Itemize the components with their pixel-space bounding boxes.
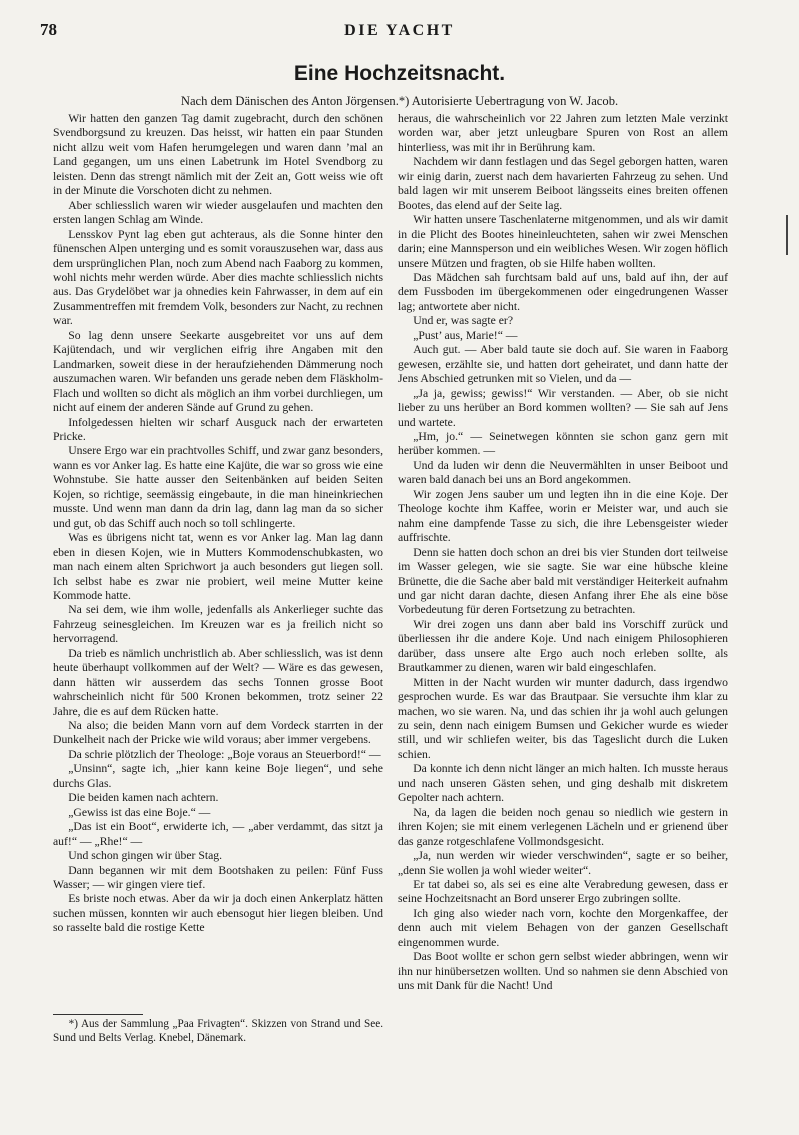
paragraph: „Pust’ aus, Marie!“ — xyxy=(413,328,518,342)
page-number: 78 xyxy=(40,20,57,39)
paragraph: Es briste noch etwas. Aber da wir ja doch einen Ankerplatz hätten suchen müssen, konnten wir auch ebensogut hier liegen bleiben. Und so rasselte bald die rostige Kette xyxy=(53,892,383,935)
paragraph: Die beiden kamen nach achtern. xyxy=(68,791,219,805)
paragraph: „Ja ja, gewiss; gewiss!“ Wir verstanden. — Aber, ob sie nicht lieber zu uns herüber an Bord kommen wollten? — Sie sah auf Jens und wartete. xyxy=(398,386,728,429)
footnote: *) Aus der Sammlung „Paa Frivagten“. Skizzen von Strand und See. Sund und Belts Verlag. Knebel, Dänemark. xyxy=(53,1018,383,1044)
paragraph: Nachdem wir dann festlagen und das Segel geborgen hatten, waren wir einig darin, zuerst nach dem havarierten Fahrzeug zu sehen. Und bald lagen wir mit unserem Beiboot längsseits eines breiten offenen Bootes, das elend auf der Seite lag. xyxy=(398,155,728,212)
paragraph: Ich ging also wieder nach vorn, kochte den Morgenkaffee, der denn auch mit vielem Behagen von der ganzen Gesellschaft eingenommen wurde. xyxy=(398,906,728,949)
left-column xyxy=(53,112,383,936)
paragraph: Was es übrigens nicht tat, wenn es vor Anker lag. Man lag dann eben in diesen Kojen, wie in Mutters Kommodenschubkasten, wo man nach einem alten Sprichwort ja auch besonders gut liegen soll. Ich selbst habe es zwar nie probiert, weil meine Mutter keine Kommode hatte. xyxy=(53,531,383,602)
running-head: DIE YACHT xyxy=(344,22,455,39)
paragraph: Na also; die beiden Mann vorn auf dem Vordeck starrten in der Dunkelheit nach der Pricke wie wild voraus; aber immer vergebens. xyxy=(53,719,383,747)
paragraph: Lensskov Pynt lag eben gut achteraus, als die Sonne hinter den fünenschen Alpen unterging und es somit vorauszusehen war, dass aus dem ursprünglichen Plan, noch zum Abend nach Faaborg zu kommen, wohl nichts mehr werden würde. Aber dies machte schliesslich nichts aus. Das Grydelöbet war ja ohnedies kein Fahrwasser, in dem auf ein Zusammentreffen mit fremdem Volk, besonders zur Nacht, zu rechnen war. xyxy=(53,227,383,328)
paragraph: Dann begannen wir mit dem Bootshaken zu peilen: Fünf Fuss Wasser; — wir gingen viere tief. xyxy=(53,863,383,892)
article-subtitle: Nach dem Dänischen des Anton Jörgensen.*) Autorisierte Uebertragung von W. Jacob. xyxy=(180,94,619,108)
footnote-rule xyxy=(53,1014,143,1015)
paragraph: Das Boot wollte er schon gern selbst wieder abbringen, wenn wir ihn nur hinübersetzen wollten. Und so nahmen sie denn Abschied von uns mit Dank für die Nacht! Und xyxy=(398,950,728,993)
paragraph: Und er, was sagte er? xyxy=(413,314,514,328)
paragraph: Er tat dabei so, als sei es eine alte Verabredung gewesen, dass er seine Hochzeitsnacht an Bord unserer Ergo zubringen sollte. xyxy=(398,878,728,906)
paragraph: „Das ist ein Boot“, erwiderte ich, — „aber verdammt, das sitzt ja auf!“ — „Rhe!“ — xyxy=(53,820,383,848)
paragraph: Wir hatten den ganzen Tag damit zugebracht, durch den schönen Svendborgsund zu kreuzen. Das heisst, wir hatten ein paar Stunden nicht allzu weit vom Hafen herumgelegen und waren dann ’mal an Land gegangen, um uns einen Labetrunk im Hotel Svendborg zu leisten. Denn das strengt nämlich mit der Zeit an, Gott weiss wie oft in der Minute die Vorschoten dicht zu nehmen. xyxy=(53,112,383,198)
paragraph: Wir drei zogen uns dann aber bald ins Vorschiff zurück und überliessen ihr die andere Koje. Und nach einigem Philosophieren darüber, dass unsere alte Ergo auch noch erleben sollte, als Brautkammer zu dienen, waren wir bald eingeschlafen. xyxy=(398,617,728,675)
paragraph: Wir hatten unsere Taschenlaterne mitgenommen, und als wir damit in die Plicht des Bootes hineinleuchteten, sahen wir zwei Menschen darin; eine Mannsperson und ein weibliches Wesen. Wir zogen höflich unsere Mützen und fragten, ob sie Hilfe haben wollten. xyxy=(398,213,728,270)
paragraph: Und da luden wir denn die Neuvermählten in unser Beiboot und waren bald danach bei uns an Bord angekommen. xyxy=(398,458,728,487)
paragraph: Und schon gingen wir über Stag. xyxy=(68,849,223,863)
paragraph: Da schrie plötzlich der Theologe: „Boje voraus an Steuerbord!“ — xyxy=(68,747,381,761)
paragraph: Das Mädchen sah furchtsam bald auf uns, bald auf ihn, der auf dem Fussboden im übergekommenen oder eingedrungenen Wasser lag; antwortete aber nicht. xyxy=(398,270,728,313)
paragraph: Na, da lagen die beiden noch genau so niedlich wie gestern in ihren Kojen; sie mit einem verlegenen Lächeln und er grienend über das ganze rotgeschlafene Vollmondsgesicht. xyxy=(398,805,728,848)
paragraph: Auch gut. — Aber bald taute sie doch auf. Sie waren in Faaborg gewesen, erzählte sie, und hatten dort geheiratet, und dann hatte der Jens Abschied getrunken mit so Vielen, und da — xyxy=(398,343,728,386)
margin-mark xyxy=(786,215,788,255)
paragraph: „Hm, jo.“ — Seinetwegen könnten sie schon ganz gern mit herüber kommen. — xyxy=(398,429,728,458)
paragraph: „Unsinn“, sagte ich, „hier kann keine Boje liegen“, und sehe durchs Glas. xyxy=(53,762,383,790)
paragraph: Da konnte ich denn nicht länger an mich halten. Ich musste heraus und nach unseren Gästen sehen, und ging deshalb mit diskretem Gepolter nach achtern. xyxy=(398,762,728,805)
paragraph: Denn sie hatten doch schon an drei bis vier Stunden dort teilweise im Wasser gelegen, wie sie sagte. Sie war eine hübsche kleine Brünette, die die Sache aber bald mit verständiger Heiterkeit aufnahm und gar nicht daran dachte, diesen Anfang ihrer Ehe als eine böse Vorbedeutung für deren Fortsetzung zu betrachten. xyxy=(398,545,728,617)
paragraph: Wir zogen Jens sauber um und legten ihn in die eine Koje. Der Theologe kochte ihm Kaffee, worin er Meister war, und auch sie nahm eine dampfende Tasse zu sich, die ihre Lebensgeister wieder auffrischte. xyxy=(398,487,728,545)
right-column xyxy=(398,112,728,994)
paragraph: Aber schliesslich waren wir wieder ausgelaufen und machten den ersten langen Schlag am Winde. xyxy=(53,198,383,227)
paragraph: Mitten in der Nacht wurden wir munter dadurch, dass irgendwo gesprochen wurde. Es war das Brautpaar. Sie versuchte ihm klar zu machen, wo sie waren. Na, und das schien ihr ja wohl auch gelungen zu sein, denn nach einigem Bumsen und Gekicher wurde es wieder still, und wir schliefen weiter, bis das Tageslicht durch die Luken schien. xyxy=(398,675,728,761)
article-title: Eine Hochzeitsnacht. xyxy=(293,62,506,85)
paragraph: Na sei dem, wie ihm wolle, jedenfalls als Ankerlieger suchte das Fahrzeug seinesgleichen. Im Kreuzen war es ja freilich nicht so hervorragend. xyxy=(53,603,383,646)
paragraph: Da trieb es nämlich unchristlich ab. Aber schliesslich, was ist denn heute überhaupt vollkommen auf der Welt? — Wäre es das gewesen, dann hätten wir ausserdem das sechs Tonnen grosse Boot wahrscheinlich nicht für 500 Kronen bekommen, trotz seiner 22 Jahre, die es auf dem Rücken hatte. xyxy=(53,646,383,718)
paragraph: heraus, die wahrscheinlich vor 22 Jahren zum letzten Male verzinkt worden war, aber jetzt unleugbare Spuren von Rost an allem hinterliess, was mit ihr in Berührung kam. xyxy=(398,112,728,154)
paragraph: Infolgedessen hielten wir scharf Ausguck nach der erwarteten Pricke. xyxy=(53,415,383,443)
paragraph: Unsere Ergo war ein prachtvolles Schiff, und zwar ganz besonders, wann es vor Anker lag. Es hatte eine Kajüte, die war so gross wie eine Wohnstube. Sie hatte ausser den Seitenbänken auf beiden Seiten Kojen, so richtige, seemässig eingebaute, in die man hineinkriechen musste. Und wenn man dann da drin lag, dann lag man da so sicher und gut, ob das Schiff auch noch so toll schlingerte. xyxy=(53,444,383,530)
paragraph: So lag denn unsere Seekarte ausgebreitet vor uns auf dem Kajütendach, und wir verglichen eifrig ihre Angaben mit den Landmarken, soweit diese in der heraufziehenden Dämmerung noch auszumachen waren. Wir befanden uns gerade neben dem Fläskholm-Flach und wollten so dicht als möglich an ihm vorbei durchliegen, um nicht auf einem der anderen Sände auf Grund zu gehen. xyxy=(53,328,383,415)
paragraph: „Ja, nun werden wir wieder verschwinden“, sagte er so beiher, „denn Sie wollen ja wohl wieder weiter“. xyxy=(398,849,728,877)
paragraph: „Gewiss ist das eine Boje.“ — xyxy=(68,805,211,819)
